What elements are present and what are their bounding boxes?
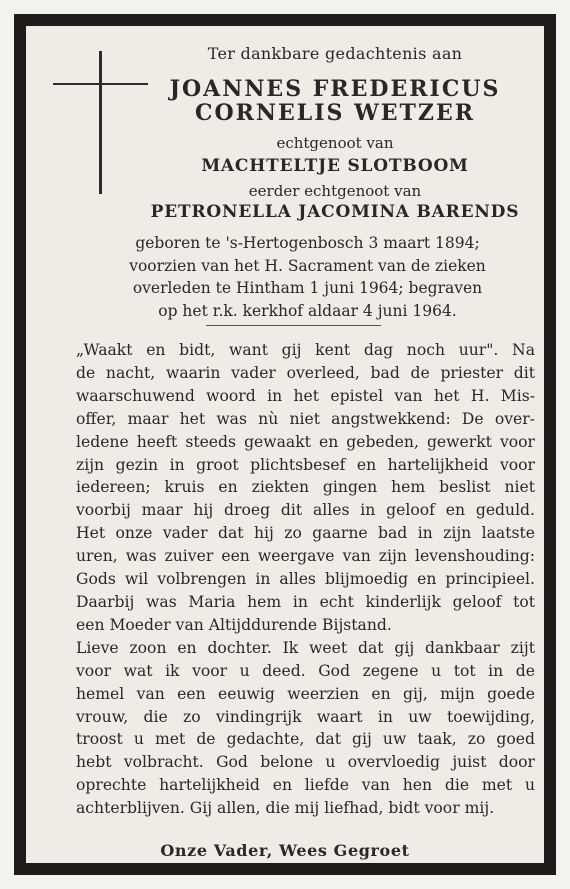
text-line: oprechte hartelijkheid en liefde van hen die met u	[76, 776, 535, 795]
text-line: troost u met de gedachte, dat gij uw taak, zo goed	[76, 730, 535, 749]
previous-spouse-label: eerder echtgenoot van	[248, 182, 422, 200]
biography	[86, 232, 529, 323]
text-line: zijn gezin in groot plichtsbesef en hartelijkheid voor	[76, 455, 535, 474]
prayer-line: Onze Vader, Wees Gegroet	[160, 841, 410, 860]
text-line: uren, was zuiver een weergave van zijn levenshouding:	[76, 547, 535, 566]
divider	[206, 325, 381, 326]
deceased-name-line2: CORNELIS WETZER	[194, 100, 476, 126]
bio-line: geboren te 's-Hertogenbosch 3 maart 1894;	[135, 234, 480, 252]
text-line: ledene heeft steeds gewaakt en gebeden, gewerkt voor	[76, 432, 535, 451]
text-line: iedereen; kruis en ziekten gingen hem beslist niet	[76, 478, 535, 497]
text-line: Daarbij was Maria hem in echt kinderlijk geloof tot	[76, 592, 535, 611]
bio-line: voorzien van het H. Sacrament van de zieken	[129, 256, 486, 275]
memorial-card	[14, 14, 556, 875]
cross-icon	[99, 51, 102, 194]
text-line: Gods wil volbrengen in alles blijmoedig en principieel.	[76, 570, 535, 589]
bio-line: overleden te Hintham 1 juni 1964; begraven	[132, 279, 483, 298]
text-line: de nacht, waarin vader overleed, bad de priester dit	[76, 363, 535, 382]
text-line: voor wat ik voor u deed. God zegene u tot in de	[76, 661, 535, 680]
text-line: Het onze vader dat hij zo gaarne bad in zijn laatste	[76, 524, 535, 543]
spouse-label: echtgenoot van	[276, 134, 394, 152]
text-line: vrouw, die zo vindingrijk waart in uw toewijding,	[76, 707, 535, 726]
spouse-name: MACHTELTJE SLOTBOOM	[201, 156, 469, 176]
text-line: hemel van een eeuwig weerzien en gij, mijn goede	[76, 684, 535, 703]
intro-line: Ter dankbare gedachtenis aan	[207, 44, 463, 63]
text-line: een Moeder van Altijddurende Bijstand.	[76, 615, 392, 634]
memorial-text	[76, 339, 535, 820]
text-line: waarschuwend woord in het epistel van het H. Mis-	[76, 386, 535, 405]
text-line: offer, maar het was nù niet angstwekkend: De over-	[76, 409, 535, 428]
bio-line: op het r.k. kerkhof aldaar 4 juni 1964.	[158, 302, 457, 321]
text-line: „Waakt en bidt, want gij kent dag noch uur". Na	[76, 341, 535, 359]
text-line: voorbij maar hij droeg dit alles in geloof en geduld.	[76, 501, 535, 520]
text-line: Lieve zoon en dochter. Ik weet dat gij dankbaar zijt	[76, 638, 535, 657]
text-line: achterblijven. Gij allen, die mij liefhad, bidt voor mij.	[76, 799, 495, 818]
card-paper	[26, 26, 544, 863]
previous-spouse-name: PETRONELLA JACOMINA BARENDS	[150, 202, 520, 222]
deceased-name-line1: JOANNES FREDERICUS	[169, 76, 501, 102]
text-line: hebt volbracht. God belone u overvloedig juist door	[76, 753, 535, 772]
